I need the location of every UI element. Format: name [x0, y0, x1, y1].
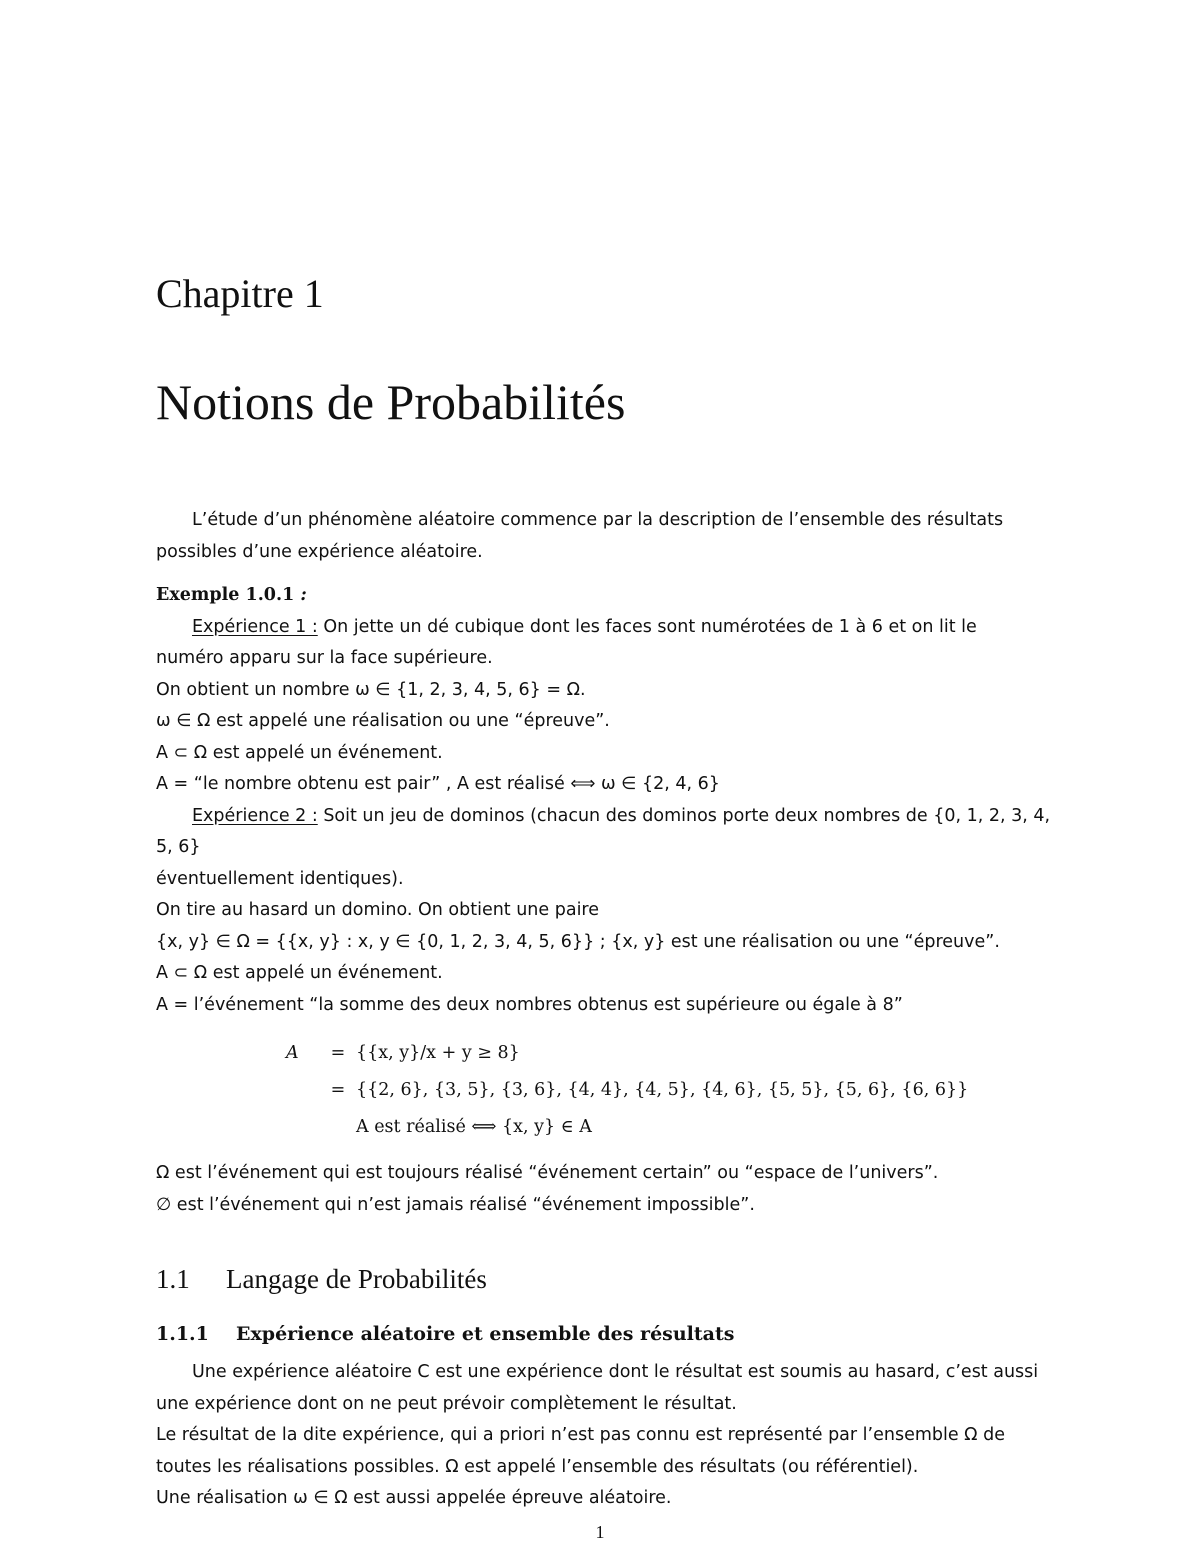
- text-line: A = l’événement “la somme des deux nombres obtenus est supérieure ou égale à 8”: [156, 994, 903, 1015]
- experience-2-line: [156, 801, 1061, 864]
- text-line: ∅ est l’événement qui n’est jamais réalisé “événement impossible”.: [156, 1194, 755, 1215]
- body-line: une expérience dont on ne peut prévoir complètement le résultat.: [156, 1393, 737, 1414]
- equation-array: [286, 1035, 968, 1146]
- equation-equals: =: [330, 1079, 346, 1100]
- subsection-title: Expérience aléatoire et ensemble des résultats: [236, 1323, 735, 1345]
- experience-2-label: Expérience 2 :: [192, 805, 318, 826]
- equation-rhs: {{2, 6}, {3, 5}, {3, 6}, {4, 4}, {4, 5}, {4, 6}, {5, 5}, {5, 6}, {6, 6}}: [356, 1079, 969, 1100]
- text-line: On tire au hasard un domino. On obtient une paire: [156, 900, 600, 920]
- experience-2-text: Soit un jeu de dominos (chacun des dominos porte deux nombres de {0, 1, 2, 3, 4, 5, 6}: [156, 805, 1051, 857]
- experience-1-line: [156, 612, 1061, 644]
- text-line: éventuellement identiques).: [156, 868, 404, 889]
- section-heading: [156, 1261, 1061, 1297]
- chapter-label: Chapitre 1: [156, 271, 324, 316]
- section-title: Langage de Probabilités: [226, 1264, 487, 1294]
- equation-rhs: {{x, y}/x + y ≥ 8}: [356, 1042, 520, 1063]
- text-line: {x, y} ∈ Ω = {{x, y} : x, y ∈ {0, 1, 2, 3, 4, 5, 6}} ; {x, y} est une réalisation ou une “épreuve”.: [156, 931, 1000, 952]
- text-line: A = “le nombre obtenu est pair” , A est réalisé ⟺ ω ∈ {2, 4, 6}: [156, 774, 720, 794]
- page-number: 1: [595, 1522, 605, 1542]
- equation-equals: =: [330, 1042, 346, 1063]
- equation-rhs: A est réalisé ⟺ {x, y} ∈ A: [356, 1116, 592, 1137]
- section-number: 1.1: [156, 1264, 190, 1294]
- text-line: ω ∈ Ω est appelé une réalisation ou une “épreuve”.: [156, 711, 610, 731]
- chapter-title: Notions de Probabilités: [156, 374, 626, 430]
- body-line: Une réalisation ω ∈ Ω est aussi appelée épreuve aléatoire.: [156, 1488, 672, 1508]
- body-line: toutes les réalisations possibles. Ω est appelé l’ensemble des résultats (ou référentiel).: [156, 1456, 919, 1477]
- body-line: Le résultat de la dite expérience, qui a priori n’est pas connu est représenté par l’ensemble Ω de: [156, 1425, 1005, 1445]
- experience-1-text: On jette un dé cubique dont les faces sont numérotées de 1 à 6 et on lit le: [317, 616, 977, 637]
- text-line: A ⊂ Ω est appelé un événement.: [156, 963, 443, 983]
- example-heading: [156, 580, 1061, 612]
- text-line: Ω est l’événement qui est toujours réalisé “événement certain” ou “espace de l’univers”.: [156, 1163, 939, 1183]
- text-line: A ⊂ Ω est appelé un événement.: [156, 742, 443, 763]
- equation-block: [156, 1035, 1061, 1146]
- text-line: On obtient un nombre ω ∈ {1, 2, 3, 4, 5, 6} = Ω.: [156, 679, 586, 700]
- intro-line: possibles d’une expérience aléatoire.: [156, 541, 483, 562]
- text-line: numéro apparu sur la face supérieure.: [156, 648, 493, 668]
- experience-1-label: Expérience 1 :: [192, 616, 318, 637]
- subsection-number: 1.1.1: [156, 1323, 209, 1345]
- subsection-heading: [156, 1319, 1061, 1349]
- intro-line: L’étude d’un phénomène aléatoire commence par la description de l’ensemble des résultats: [192, 510, 1004, 530]
- body-text: [156, 505, 1061, 1515]
- example-colon: :: [294, 585, 307, 605]
- example-label: Exemple 1.0.1: [156, 585, 295, 605]
- equation-lhs: A: [286, 1042, 299, 1063]
- body-line: Une expérience aléatoire C est une expérience dont le résultat est soumis au hasard, c’est aussi: [192, 1362, 1039, 1382]
